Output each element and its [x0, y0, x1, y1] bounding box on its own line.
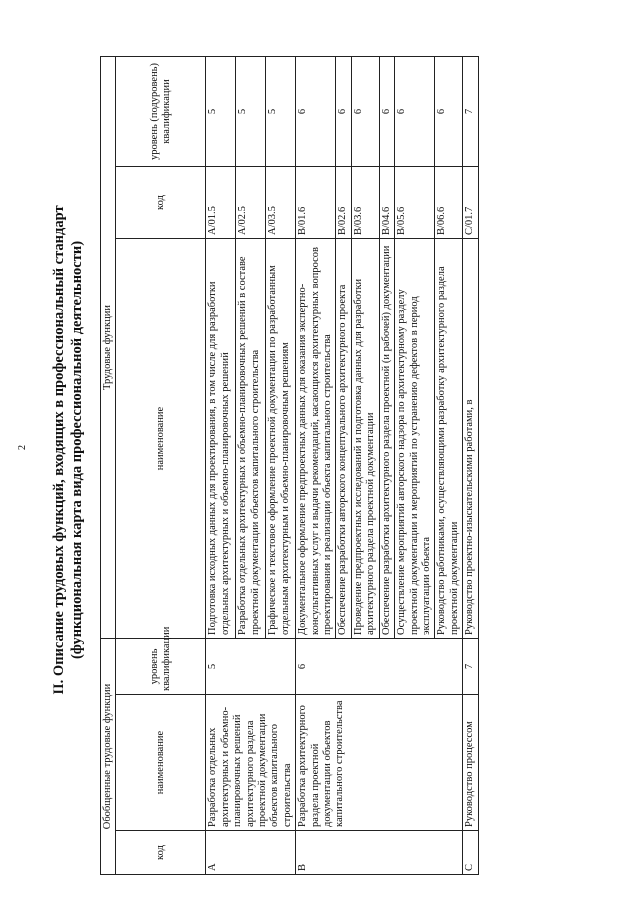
header-generalized-functions: Обобщенные трудовые функции — [101, 639, 116, 875]
function-name: Обеспечение разработки архитектурного раздела проектной (и рабочей) документации — [379, 239, 394, 639]
header-labor-functions: Трудовые функции — [101, 56, 116, 638]
function-level: 6 — [336, 56, 351, 166]
group-name: Разработка отдельных архитектурных и объемно-планировочных решений архитектурного раздела проектной документации объектов капитального строительства — [206, 695, 296, 831]
functional-map-table — [100, 56, 479, 875]
function-level: 5 — [236, 56, 266, 166]
table-row — [296, 56, 336, 874]
group-code: B — [296, 831, 463, 875]
function-name: Подготовка исходных данных для проектирования, в том числе для разработки отдельных архитектурных и объемно-планировочных решений — [206, 239, 236, 639]
header-function-level: уровень (подуровень) квалификации — [116, 56, 206, 166]
title-line-1: II. Описание трудовых функций, входящих в профессиональный стандарт — [51, 205, 67, 695]
header-code: код — [116, 831, 206, 875]
function-code: A/02.5 — [236, 167, 266, 239]
page-number: 2 — [17, 445, 28, 450]
function-level: 6 — [435, 56, 463, 166]
function-code: B/05.6 — [395, 167, 435, 239]
group-level: 6 — [296, 639, 463, 695]
function-level: 6 — [351, 56, 379, 166]
function-name: Обеспечение разработки авторского концептуального архитектурного проекта — [336, 239, 351, 639]
function-level: 5 — [266, 56, 296, 166]
function-name: Проведение предпроектных исследований и подготовка данных для разработки архитектурного раздела проектной документации — [351, 239, 379, 639]
function-level: 7 — [463, 56, 478, 166]
function-code: A/03.5 — [266, 167, 296, 239]
header-name: наименование — [116, 695, 206, 831]
header-function-name: наименование — [116, 239, 206, 639]
function-name: Разработка отдельных архитектурных и объемно-планировочных решений в составе проектной документации объектов капитального строительства — [236, 239, 266, 639]
function-name: Руководство проектно-изыскательскими работами, в — [463, 239, 478, 639]
group-name: Руководство процессом — [463, 695, 478, 831]
function-name: Руководство работниками, осуществляющими разработку архитектурного раздела проектной документации — [435, 239, 463, 639]
function-code: B/01.6 — [296, 167, 336, 239]
group-code: C — [463, 831, 478, 875]
section-title — [50, 20, 86, 880]
header-row-groups — [101, 56, 116, 874]
function-level: 6 — [395, 56, 435, 166]
title-line-2: (функциональная карта вида профессиональной деятельности) — [69, 240, 85, 660]
function-code: B/03.6 — [351, 167, 379, 239]
table-row — [463, 56, 478, 874]
group-level: 7 — [463, 639, 478, 695]
function-code: B/02.6 — [336, 167, 351, 239]
group-level: 5 — [206, 639, 296, 695]
group-code: A — [206, 831, 296, 875]
function-level: 6 — [379, 56, 394, 166]
function-level: 5 — [206, 56, 236, 166]
function-name: Графическое и текстовое оформление проектной документации по разработанным отдельным архитектурным и объемно-планировочным решениям — [266, 239, 296, 639]
function-code: C/01.7 — [463, 167, 478, 239]
function-name: Осуществление мероприятий авторского надзора по архитектурному разделу проектной документации и мероприятий по устранению дефектов в период эксплуатации объекта — [395, 239, 435, 639]
header-row-columns — [116, 56, 206, 874]
header-function-code: код — [116, 167, 206, 239]
function-code: B/06.6 — [435, 167, 463, 239]
table-row — [206, 56, 236, 874]
function-name: Документальное оформление предпроектных данных для оказания экспертно-консультативных услуг и выдачи рекомендаций, касающихся архитектурных вопросов проектирования и реализации объекта капитального строительства — [296, 239, 336, 639]
rotated-page-content — [0, 20, 640, 880]
header-level: уровень квалификации — [116, 639, 206, 695]
group-name: Разработка архитектурного раздела проектной документации объектов капитального строительства — [296, 695, 463, 831]
function-code: A/01.5 — [206, 167, 236, 239]
function-code: B/04.6 — [379, 167, 394, 239]
function-level: 6 — [296, 56, 336, 166]
